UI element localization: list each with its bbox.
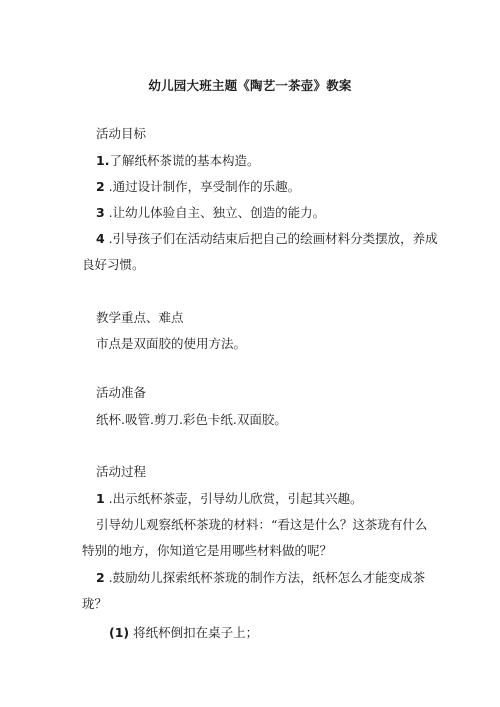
goal-text: .让幼儿体验自主、独立、创造的能力。 [104, 205, 326, 220]
section-heading-process: 活动过程 [96, 464, 147, 479]
goal-number: 1. [96, 153, 110, 168]
substep-number: (1) [109, 625, 130, 640]
process-paragraph-1: 引导幼儿观察纸杯茶珑的材料：“看这是什么？这茶珑有什么 [96, 517, 428, 532]
goal-text: 了解纸杯茶谎的基本构造。 [109, 153, 260, 168]
section-heading-preparation: 活动准备 [96, 385, 147, 400]
goal-item-2 [96, 177, 300, 195]
goal-number: 3 [96, 205, 105, 220]
goal-item-1 [96, 151, 259, 169]
process-step-2-continuation: 珑？ [82, 596, 108, 611]
section-heading-key-points: 教学重点、难点 [96, 310, 184, 325]
substep-text: 将纸杯倒扣在桌子上； [129, 625, 259, 640]
key-points-text: 市点是双面胶的使用方法。 [96, 336, 247, 351]
process-paragraph-1-continuation: 特别的地方，你知道它是用哪些材料做的呢？ [82, 543, 333, 558]
goal-number: 4 [96, 231, 105, 246]
process-step-2 [96, 568, 425, 586]
step-text: .出示纸杯茶壶，引导幼儿欣赏，引起其兴趣。 [104, 491, 363, 506]
goal-item-4 [96, 229, 438, 247]
goal-text: .通过设计制作，享受制作的乐趣。 [104, 179, 301, 194]
step-text: .鼓励幼儿探索纸杯茶珑的制作方法，纸杯怎么才能变成茶 [104, 570, 426, 585]
goal-item-4-continuation: 良好习惯。 [82, 257, 145, 272]
step-number: 2 [96, 570, 105, 585]
goal-item-3 [96, 203, 325, 221]
preparation-text: 纸杯.吸管.剪刀.彩色卡纸.双面胶。 [96, 412, 287, 427]
process-substep-1 [109, 623, 258, 641]
section-heading-goals: 活动目标 [96, 126, 147, 141]
process-step-1 [96, 489, 363, 507]
document-title: 幼儿园大班主题《陶艺一茶壶》教案 [148, 78, 352, 93]
goal-number: 2 [96, 179, 105, 194]
step-number: 1 [96, 491, 105, 506]
goal-text: .引导孩子们在活动结束后把自己的绘画材料分类摆放，养成 [104, 231, 438, 246]
